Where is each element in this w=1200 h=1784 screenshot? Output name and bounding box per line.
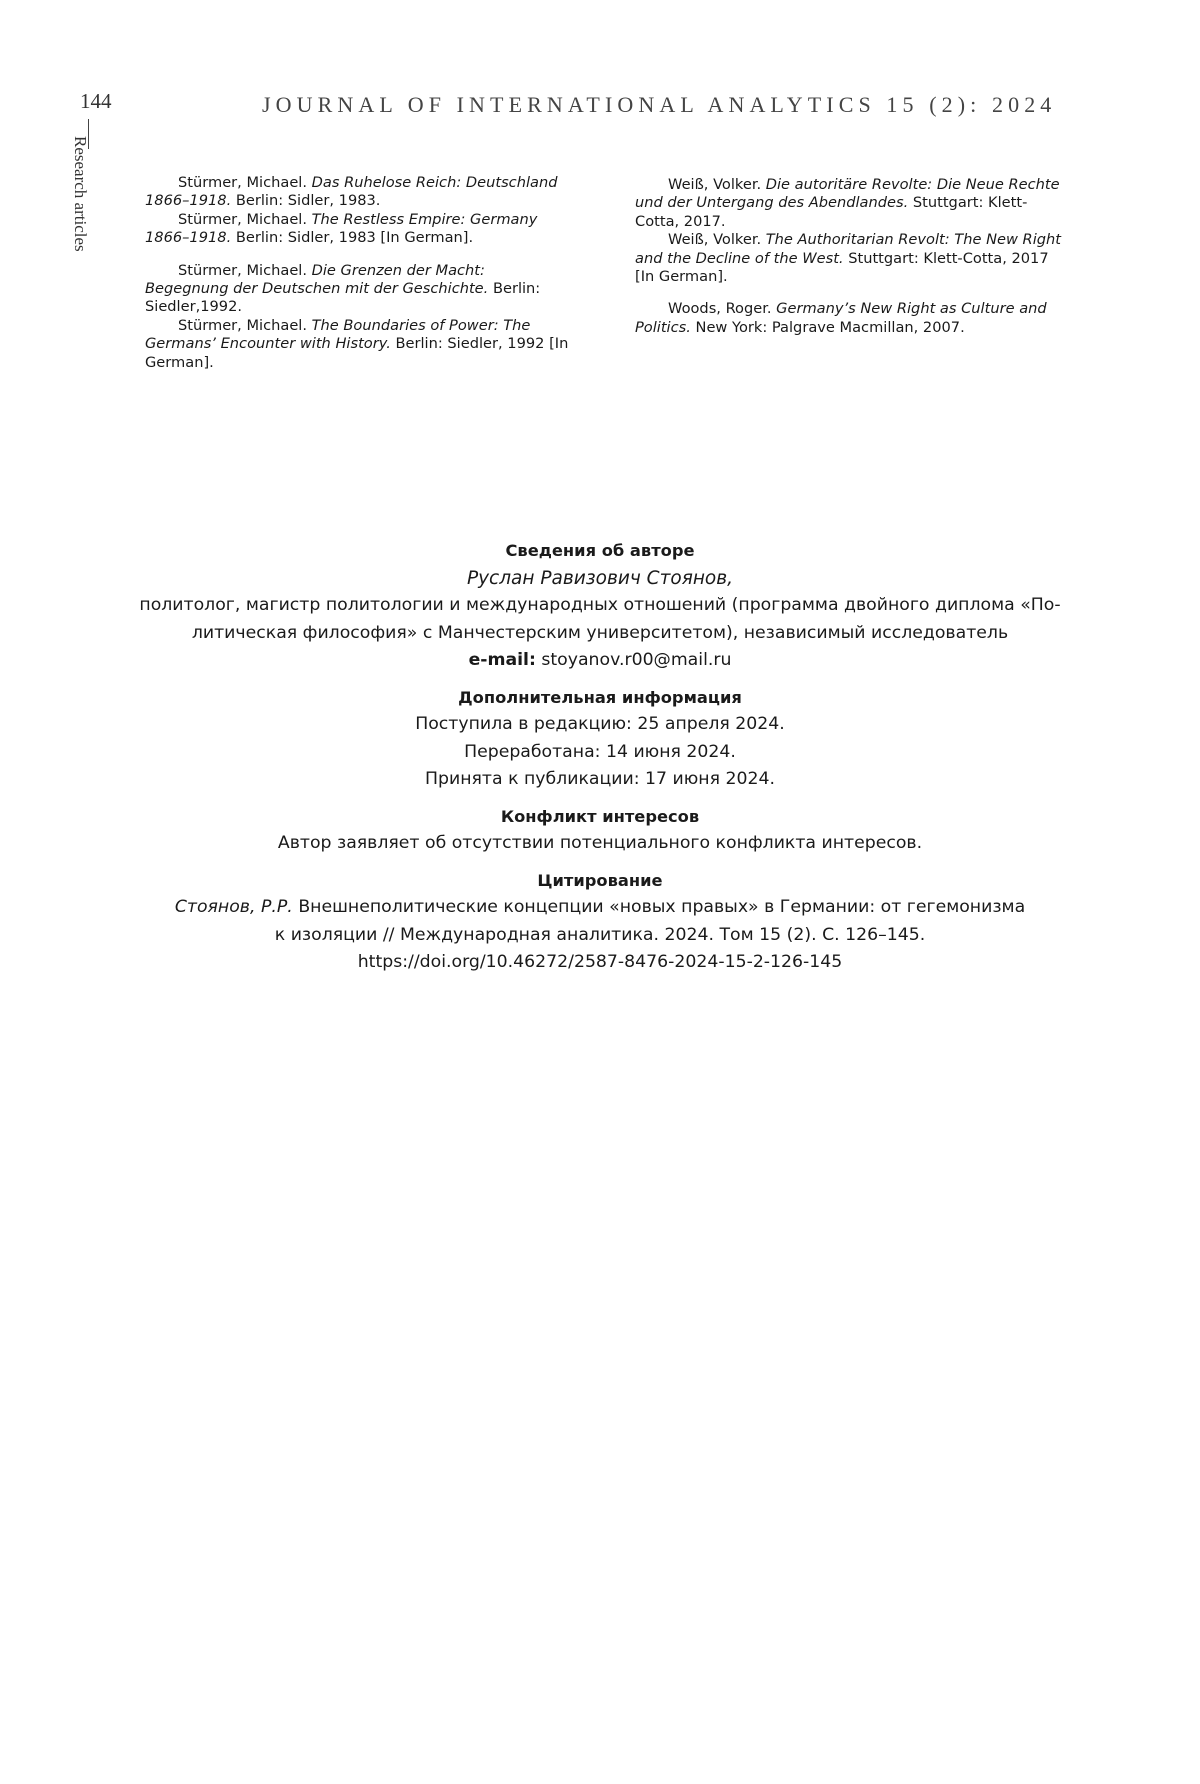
accepted-date: Принята к публикации: 17 июня 2024. [425, 769, 775, 789]
ref-title: Die autoritäre Revolte: Die Neue Rechte und der Untergang des Abendlandes. [635, 176, 1060, 212]
ref-translit-author: Stürmer, Michael. [178, 210, 307, 228]
ref-translit-title: The Authoritarian Revolt: The New Right and the Decline of the West. [635, 231, 1061, 267]
citation-doi[interactable]: https://doi.org/10.46272/2587-8476-2024-15-2-126-145 [357, 952, 843, 972]
ref-translit-publisher: Stuttgart: Klett-Cotta, 2017 [In German]. [635, 249, 1049, 286]
ref-translit-publisher: Berlin: Siedler, 1992 [In German]. [145, 335, 569, 371]
author-email [120, 647, 1080, 675]
ref-author: Woods, Roger. [668, 300, 772, 318]
ref-publisher: Berlin: Sidler, 1983. [235, 192, 381, 210]
author-info-heading: Сведения об авторе [505, 541, 695, 560]
additional-info-heading: Дополнительная информация [458, 687, 742, 707]
ref-translit-author: Weiß, Volker. [668, 231, 762, 249]
ref-publisher: Stuttgart: Klett-Cotta, 2017. [635, 194, 1028, 230]
reference-entry [145, 262, 573, 372]
citation-text [120, 894, 1080, 922]
conflict-text: Автор заявляет об отсутствии потенциального конфликта интересов. [277, 833, 923, 853]
reference-entry [145, 174, 573, 248]
page-number: 144 [80, 89, 112, 113]
email-link[interactable]: stoyanov.r00@mail.ru [541, 650, 732, 670]
reference-entry [635, 176, 1063, 286]
citation-title: Внешнеполитические концепции «новых правых» в Германии: от гегемонизма [298, 897, 1026, 917]
ref-title: Germany’s New Right as Culture and Politics. [635, 300, 1047, 336]
email-label: e-mail: [468, 650, 536, 670]
ref-author: Stürmer, Michael. [178, 174, 307, 191]
journal-title: JOURNAL OF INTERNATIONAL ANALYTICS 15 (2): 2024 [262, 92, 1057, 117]
author-description: политолог, магистр политологии и международных отношений (программа двойного диплома «По- [139, 595, 1061, 615]
section-label: Research articles [71, 136, 90, 252]
ref-publisher: Berlin: Siedler,1992. [145, 280, 541, 316]
received-date: Поступила в редакцию: 25 апреля 2024. [415, 714, 785, 734]
references-left-column [145, 174, 573, 386]
ref-author: Weiß, Volker. [668, 176, 762, 193]
ref-translit-title: The Restless Empire: Germany 1866–1918. [145, 210, 538, 247]
article-info [120, 537, 1080, 977]
ref-title: Das Ruhelose Reich: Deutschland 1866–1918. [145, 174, 558, 210]
ref-publisher: New York: Palgrave Macmillan, 2007. [695, 318, 965, 336]
citation-source: к изоляции // Международная аналитика. 2024. Том 15 (2). С. 126–145. [274, 924, 926, 945]
author-name: Руслан Равизович Стоянов, [466, 567, 734, 589]
citation-author: Стоянов, Р.Р. [174, 897, 293, 917]
ref-translit-publisher: Berlin: Sidler, 1983 [In German]. [235, 229, 474, 247]
citation-heading: Цитирование [537, 870, 663, 890]
ref-title: Die Grenzen der Macht: Begegnung der Deutschen mit der Geschichte. [145, 261, 489, 298]
ref-translit-author: Stürmer, Michael. [178, 316, 307, 334]
references-right-column [635, 176, 1063, 351]
author-description: литическая философия» с Манчестерским университетом), независимый исследователь [191, 622, 1009, 643]
reference-entry [635, 300, 1063, 337]
conflict-heading: Конфликт интересов [500, 806, 700, 826]
ref-author: Stürmer, Michael. [178, 261, 307, 279]
revised-date: Переработана: 14 июня 2024. [464, 741, 736, 762]
ref-translit-title: The Boundaries of Power: The Germans’ Encounter with History. [145, 316, 531, 353]
